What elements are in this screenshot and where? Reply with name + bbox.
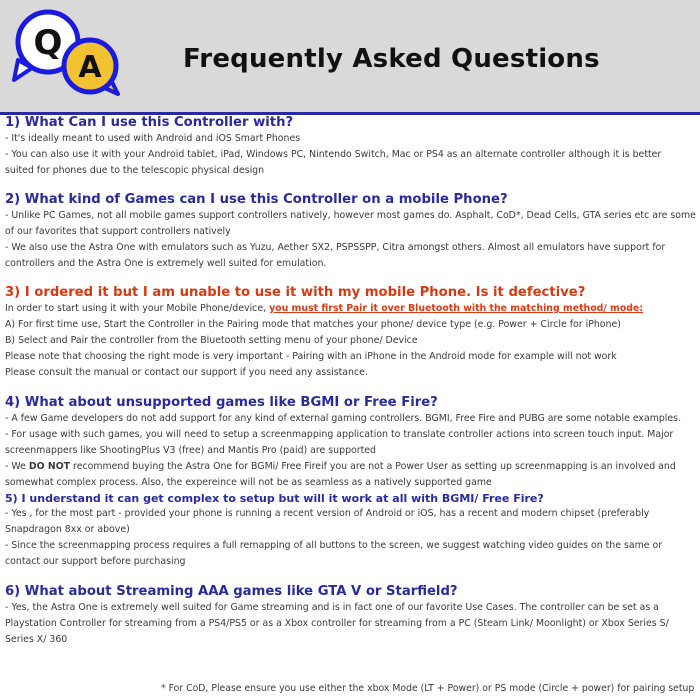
faq-answer-line: - We also use the Astra One with emulators such as Yuzu, Aether SX2, PSPSSPP, Citra amongst others. Almost all emulators have support for — [5, 242, 666, 253]
faq-question-5: 5) I understand it can get complex to setup but will it work at all with BGMI/ Free Fire? — [5, 492, 544, 505]
faq-answer-line: Playstation Controller for streaming from a PS4/PS5 or as a Xbox controller for streaming from a PC (Steam Link/ Moonlight) or Xbox Series S/ — [5, 618, 669, 629]
faq-answer-line: suited for phones due to the telescopic physical design — [5, 165, 265, 176]
faq-answer-line: - For usage with such games, you will need to setup a screenmapping application to translate controller actions into screen touch input. Major — [5, 429, 674, 440]
faq-answer-line: - It's ideally meant to used with Android and iOS Smart Phones — [5, 133, 301, 144]
faq-question-4: 4) What about unsupported games like BGMI or Free Fire? — [5, 395, 438, 410]
faq-answer-line: Series X/ 360 — [5, 634, 68, 645]
faq-answer-line — [5, 459, 695, 475]
donot-bold: DO NOT — [28, 461, 71, 472]
faq-answer-line: B) Select and Pair the controller from the Bluetooth setting menu of your phone/ Device — [5, 335, 418, 346]
faq-answer-line: - Yes , for the most part - provided your phone is running a recent version of Android or iOS, has a recent and modern chipset (preferably — [5, 508, 650, 519]
pairing-intro: In order to start using it with your Mobile Phone/device, — [5, 303, 270, 314]
faq-question-6: 6) What about Streaming AAA games like GTA V or Starfield? — [5, 584, 458, 599]
qa-chat-bubbles-logo — [10, 8, 122, 96]
faq-answer-line: contact our support before purchasing — [5, 556, 186, 567]
faq-answer-line: - Yes, the Astra One is extremely well suited for Game streaming and is in fact one of our favorite Use Cases. The controller can be set as a — [5, 602, 659, 613]
faq-answer-line — [5, 301, 695, 317]
faq-answer-line: controllers and the Astra One is extremely well suited for emulation. — [5, 258, 327, 269]
faq-answer-line: screenmappers like ShootingPlus V3 (free) and Mantis Pro (paid) are supported — [5, 445, 377, 456]
a-letter: A — [78, 50, 102, 85]
pairing-highlight: you must first Pair it over Bluetooth with the matching method/ mode: — [269, 303, 644, 314]
header-band — [0, 0, 700, 115]
faq-answer-line: - Since the screenmapping process requires a full remapping of all buttons to the screen, we suggest watching video guides on the same or — [5, 540, 663, 551]
page-title: Frequently Asked Questions — [183, 44, 600, 74]
faq-content — [5, 114, 695, 648]
faq-question-1: 1) What Can I use this Controller with? — [5, 115, 294, 130]
footnote: * For CoD, Please ensure you use either the xbox Mode (LT + Power) or PS mode (Circle + power) for pairing setup — [161, 683, 695, 694]
donot-pre: - We — [5, 461, 29, 472]
a-bubble-icon — [64, 40, 118, 94]
donot-post: recommend buying the Astra One for BGMi/ Free Fireif you are not a Power User as setting up screenmapping is an involved and — [70, 461, 676, 472]
q-letter: Q — [33, 23, 63, 63]
faq-question-2: 2) What kind of Games can I use this Controller on a mobile Phone? — [5, 192, 508, 207]
faq-answer-line: - You can also use it with your Android tablet, iPad, Windows PC, Nintendo Switch, Mac or PS4 as an alternate controller although it is better — [5, 149, 662, 160]
faq-answer-line: Please note that choosing the right mode is very important - Pairing with an iPhone in the Android mode for example will not work — [5, 351, 617, 362]
faq-answer-line: Snapdragon 8xx or above) — [5, 524, 130, 535]
faq-answer-line: A) For first time use, Start the Controller in the Pairing mode that matches your phone/ device type (e.g. Power + Circle for iPhone) — [5, 319, 621, 330]
faq-answer-line: - Unlike PC Games, not all mobile games support controllers natively, however most games do. Asphalt, CoD*, Dead Cells, GTA series etc are some — [5, 210, 696, 221]
faq-answer-line: of our favorites that support controllers natively — [5, 226, 231, 237]
faq-question-3: 3) I ordered it but I am unable to use it with my mobile Phone. Is it defective? — [5, 285, 586, 300]
faq-answer-line: somewhat complex process. Also, the expereince will not be as seamless as a natively supported game — [5, 477, 492, 488]
faq-answer-line: Please consult the manual or contact our support if you need any assistance. — [5, 367, 368, 378]
faq-answer-line: - A few Game developers do not add support for any kind of external gaming controllers. BGMI, Free Fire and PUBG are some notable examples. — [5, 413, 682, 424]
